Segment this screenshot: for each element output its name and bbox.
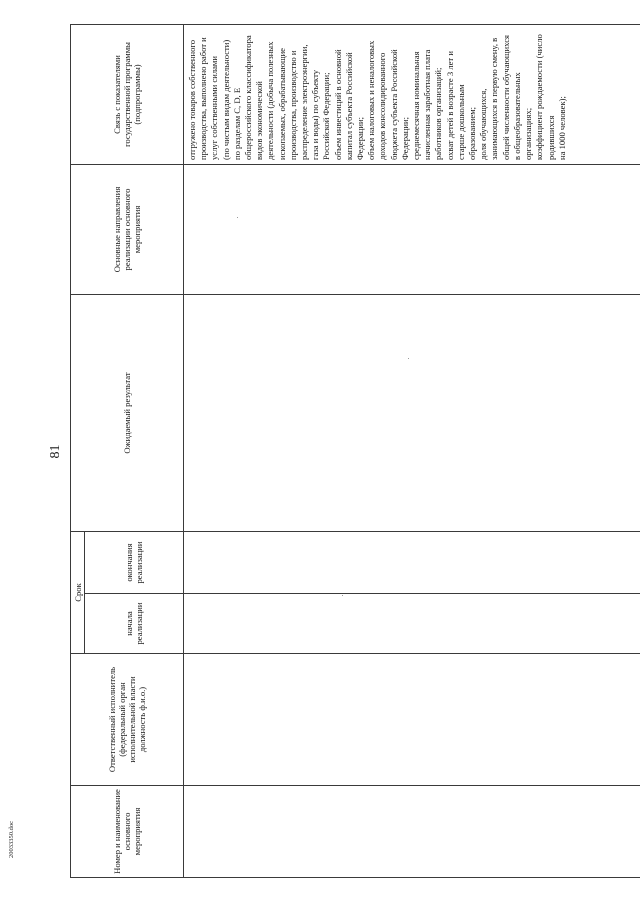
- scan-speck: [408, 358, 409, 359]
- rotated-table-sheet: [48, 25, 608, 878]
- indicator-line: производства, выполнено работ и: [198, 37, 209, 160]
- indicator-line: услуг собственными силами: [209, 56, 220, 160]
- indicator-line: занимающихся в первую смену, в: [489, 37, 500, 160]
- cell-expected-result: [184, 294, 640, 531]
- indicator-line: отгружено товаров собственного: [187, 39, 197, 160]
- indicator-line: в общеобразовательных: [511, 72, 522, 160]
- cell-start: [184, 594, 640, 654]
- indicator-line: распределение электроэнергии,: [299, 44, 310, 160]
- header-term: Срок: [71, 531, 85, 653]
- header-main-directions: Основные направления реализации основного мероприятия: [71, 164, 184, 294]
- indicator-line: объем налоговых и неналоговых: [366, 40, 377, 160]
- indicator-line: доходов консолидированного: [377, 52, 388, 160]
- header-start-of-implementation: начала реализации: [85, 594, 184, 654]
- header-responsible-executor: Ответственный исполнитель (федеральный орган исполнительной власти должность ф.и.о.): [71, 654, 184, 786]
- cell-responsible-executor: [184, 654, 640, 786]
- indicator-line: общероссийского классификатора: [243, 35, 254, 160]
- cell-main-directions: [184, 164, 640, 294]
- indicator-line: производства, производство и: [287, 50, 298, 160]
- indicator-line: Российской Федерации;: [321, 72, 332, 160]
- indicator-line: деятельности (добыча полезных: [265, 41, 276, 160]
- indicator-line: старше дошкольным: [455, 84, 466, 160]
- indicator-line: Федерации;: [399, 117, 410, 160]
- page-number: 81: [48, 444, 63, 459]
- indicator-line: коэффициент рождаемости (число: [534, 34, 545, 160]
- header-number-and-name: Номер и наименование основного мероприятия: [71, 786, 184, 878]
- indicator-line: общей численности обучающихся: [500, 35, 511, 160]
- cell-end: [184, 531, 640, 593]
- header-end-of-implementation: окончания реализации: [85, 531, 184, 593]
- scan-speck: [237, 217, 238, 218]
- scan-speck: [342, 595, 343, 596]
- indicator-line: работников организаций;: [433, 67, 444, 160]
- indicator-line: родившихся: [545, 115, 556, 160]
- document-filename: 20033350.doc: [8, 820, 15, 858]
- indicator-line: видов экономической: [254, 81, 265, 160]
- cell-number-and-name: [184, 786, 640, 878]
- indicator-line: объем инвестиций в основной: [332, 49, 343, 160]
- indicator-line: газа и воды) по субъекту: [310, 69, 321, 160]
- indicator-line: (по чистым видам деятельности): [220, 39, 231, 160]
- indicator-line: на 1000 человек);: [556, 96, 567, 160]
- indicator-line: организациях;: [523, 107, 534, 160]
- indicator-line: бюджета субъекта Российской: [388, 49, 399, 160]
- indicator-line: Федерации;: [355, 117, 366, 160]
- indicator-line: образованием;: [467, 106, 478, 160]
- indicator-line: охват детей в возрасте 3 лет и: [444, 51, 455, 160]
- header-expected-result: Ожидаемый результат: [71, 294, 184, 531]
- indicator-line: капитал субъекта Российской: [343, 52, 354, 160]
- cell-program-indicators: [184, 24, 640, 164]
- table-row: [184, 24, 640, 877]
- program-table: [70, 24, 640, 878]
- indicator-line: ископаемых, обрабатывающие: [276, 48, 287, 160]
- indicator-line: начисленная заработная плата: [422, 49, 433, 160]
- indicator-line: среднемесячная номинальная: [411, 51, 422, 160]
- header-program-indicators-link: Связь с показателями государственной программы (подпрограммы): [71, 24, 184, 164]
- indicator-line: доля обучающихся,: [478, 88, 489, 160]
- indicator-line: по разделам С, D, E: [231, 87, 242, 160]
